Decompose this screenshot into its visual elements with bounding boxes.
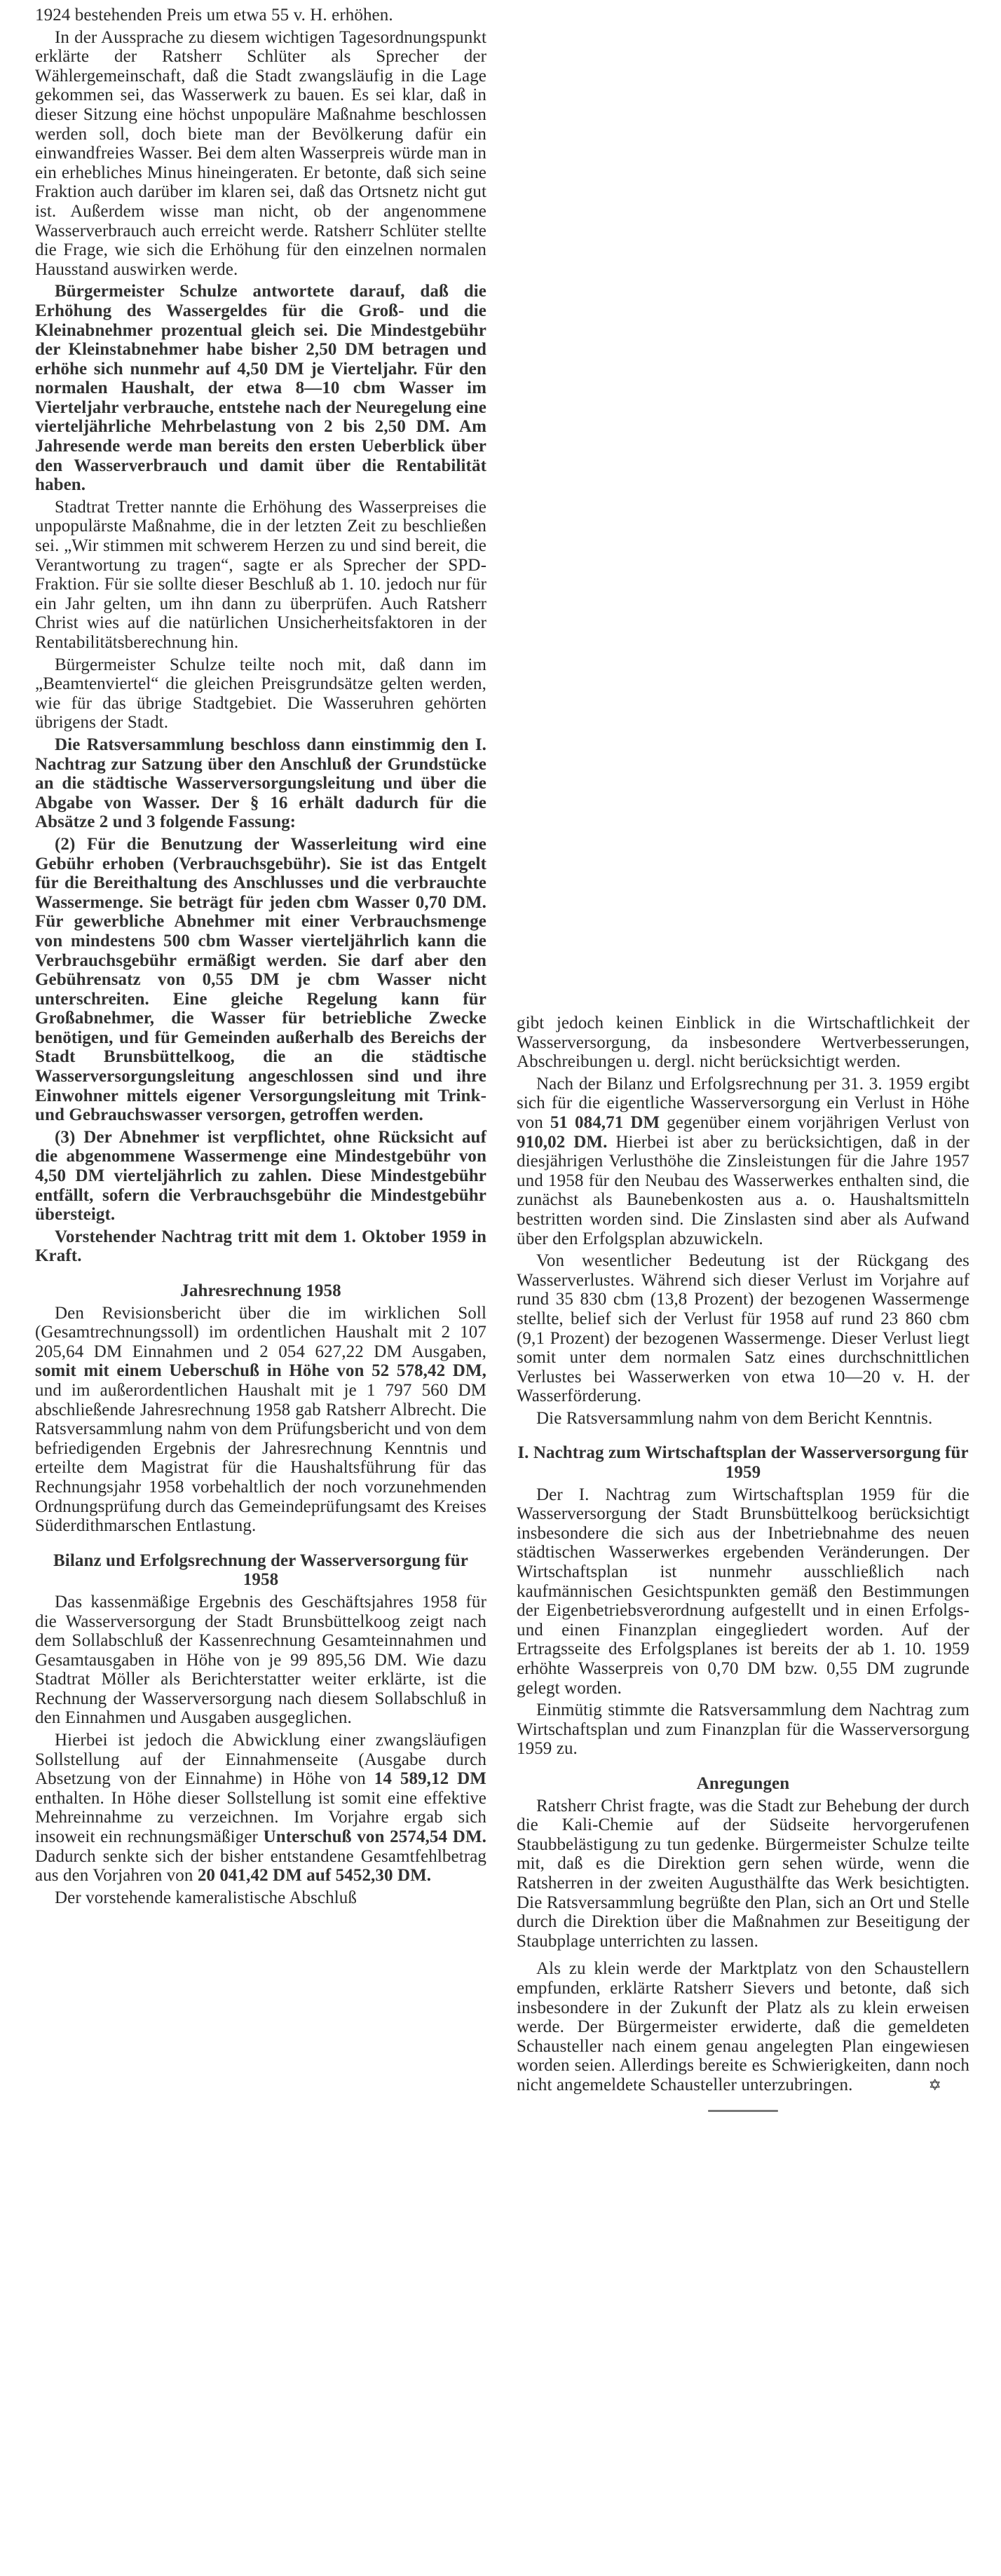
paragraph-marktplatz [517, 1959, 969, 2094]
paragraph-schlueter: In der Aussprache zu diesem wichtigen Tagesordnungspunkt erklärte der Ratsherr Schlüter als Sprecher der Wählergemeinschaft, daß die Stadt zwangsläufig in die Lage gekommen sei, das Wasserwerk zu bauen. Es sei klar, daß in dieser Sitzung eine höchst unpopuläre Maßnahme beschlossen werden soll, doch biete man der Bevölkerung dafür ein einwandfreies Wasser. Bei dem alten Wasserpreis würde man in ein erhebliches Minus hineingeraten. Er betonte, daß sich seine Fraktion auch darüber im klaren sei, daß das Ortsnetz nicht gut ist. Außerdem wisse man nicht, ob der angenommene Wasserverbrauch auch erreicht werde. Ratsherr Schlüter stellte die Frage, wie sich die Erhöhung für den einzelnen normalen Hausstand auswirken werde. [35, 27, 486, 279]
paragraph-sollstellung [35, 1731, 486, 1886]
paragraph-einblick: gibt jedoch keinen Einblick in die Wirtschaftlichkeit der Wasserversorgung, da insbesondere Wertverbesserungen, Abschreibungen u. dergl. nicht berücksichtigt werden. [517, 1014, 969, 1072]
paragraph-clause-2: (2) Für die Benutzung der Wasserleitung wird eine Gebühr erhoben (Verbrauchsgebühr). Sie ist das Entgelt für die Bereithaltung des Anschlusses und die verbrauchte Wassermenge. Sie beträgt für jeden cbm Wasser 0,70 DM. Für gewerbliche Abnehmer mit einer Verbrauchsmenge von mindestens 500 cbm Wasser vierteljährlich kann die Verbrauchsgebühr ermäßigt werden. Sie darf aber den Gebührensatz von 0,55 DM je cbm Wasser nicht unterschreiten. Eine gleiche Regelung kann für Großabnehmer, die Wasser für betriebliche Zwecke benötigen, und für Gemeinden außerhalb des Bereichs der Stadt Brunsbüttelkoog, die an die städtische Wasserversorgungsleitung angeschlossen sind und ihre Einwohner mittels eigener Versorgungsleitung mit Trink- und Gebrauchswasser versorgen, getroffen werden. [35, 834, 486, 1125]
paragraph-staubbelaestigung: Ratsherr Christ fragte, was die Stadt zur Behebung der durch die Kali-Chemie auf der Südseite hervorgerufenen Staubbelästigung zu tun gedenke. Bürgermeister Schulze teilte mit, daß es die Direktion gern sehen würde, wenn die Ratsherren in der zweiten Augusthälfte das Werk besichtigten. Die Ratsversammlung begrüßte den Plan, sich an Ort und Stelle durch die Direktion über die Maßnahmen zur Beseitigung der Staubplage unterrichten zu lassen. [517, 1796, 969, 1951]
paragraph-continuation: 1924 bestehenden Preis um etwa 55 v. H. erhöhen. [35, 6, 393, 25]
right-column [517, 1014, 969, 2112]
heading-nachtrag-wirtschaftsplan: I. Nachtrag zum Wirtschaftsplan der Wasserversorgung für 1959 [517, 1443, 969, 1483]
paragraph-einmuetig: Einmütig stimmte die Ratsversammlung dem Nachtrag zum Wirtschaftsplan und zum Finanzplan für die Wasserversorgung 1959 zu. [517, 1701, 969, 1759]
text-run: Nach der Bilanz und Erfolgsrechnung per 31. 3. 1959 ergibt sich für die eigentliche Wasserversorgung ein Verlust in Höhe von [517, 1074, 969, 1132]
text-run-bold: 910,02 DM. [517, 1132, 608, 1152]
text-run: und im außerordentlichen Haushalt mit je 1 797 560 DM abschließende Jahresrechnung 1958 gab Ratsherr Albrecht. Die Ratsversammlung nahm von dem Prüfungsbericht und von dem befriedigenden Ergebnis der Jahresrechnung Kenntnis und erteilte dem Magistrat für die Haushaltsführung für das Rechnungsjahr 1958 vorbehaltlich der noch vorzunehmenden Ordnungsprüfung durch das Gemeindeprüfungsamt des Kreises Süderdithmarschen Entlastung. [35, 1380, 486, 1536]
text-run: gegenüber einem vorjährigen Verlust von [667, 1112, 969, 1132]
paragraph-kameralistisch: Der vorstehende kameralistische Abschluß [55, 1888, 357, 1907]
paragraph-kenntnis: Die Ratsversammlung nahm von dem Bericht Kenntnis. [536, 1408, 933, 1428]
heading-anregungen: Anregungen [696, 1773, 790, 1793]
paragraph-tretter: Stadtrat Tretter nannte die Erhöhung des Wasserpreises die unpopulärste Maßnahme, die in der letzten Zeit zu beschließen sei. „Wir stimmen mit schwerem Herzen zu und sind bereit, die Verantwortung zu tragen“, sagte er als Sprecher der SPD-Fraktion. Für sie sollte dieser Beschluß ab 1. 10. jedoch nur für ein Jahr gelten, um ihn dann zu überprüfen. Auch Ratsherr Christ wies auf die natürlichen Unsicherheitsfaktoren in der Rentabilitätsberechnung hin. [35, 497, 486, 652]
text-run: enthalten. In Höhe dieser Sollstellung ist somit eine effektive Mehreinnahme zu verzeichnen. Im Vorjahre ergab sich insoweit ein rechnungsmäßiger [35, 1788, 486, 1847]
paragraph-beamtenviertel: Bürgermeister Schulze teilte noch mit, daß dann im „Beamtenviertel“ die gleichen Preisgrundsätze gelten werden, wie für das übrige Stadtgebiet. Die Wasseruhren gehörten übrigens der Stadt. [35, 655, 486, 732]
paragraph-nachtrag: Der I. Nachtrag zum Wirtschaftsplan 1959 für die Wasserversorgung der Stadt Brunsbüttelkoog berücksichtigt insbesondere die sich aus der Inbetriebnahme des neuen städtischen Wasserwerkes ergebenden Veränderungen. Der Wirtschaftsplan ist nunmehr ausschließlich nach kaufmännischen Gesichtspunkten gemäß den Bestimmungen der Eigenbetriebsverordnung aufgestellt und in einen Erfolgs- und einen Finanzplan eingegliedert worden. Auf der Ertragsseite des Erfolgsplanes ist bereits der ab 1. 10. 1959 erhöhte Wasserpreis von 0,70 DM bzw. 0,55 DM zugrunde gelegt worden. [517, 1485, 969, 1698]
paragraph-effective-date: Vorstehender Nachtrag tritt mit dem 1. Oktober 1959 in Kraft. [35, 1227, 486, 1266]
paragraph-resolution: Die Ratsversammlung beschloss dann einstimmig den I. Nachtrag zur Satzung über den Anschluß der Grundstücke an die städtische Wasserversorgungsleitung und über die Abgabe von Wasser. Der § 16 erhält dadurch für die Absätze 2 und 3 folgende Fassung: [35, 735, 486, 832]
text-run: Den Revisionsbericht über die im wirklichen Soll (Gesamtrechnungssoll) im ordentlichen Haushalt mit 2 107 205,64 DM Einnahmen und 2 054 627,22 DM Ausgaben, [35, 1303, 486, 1361]
heading-jahresrechnung: Jahresrechnung 1958 [180, 1281, 341, 1300]
text-run: Dadurch senkte sich der bisher entstandene Gesamtfehlbetrag aus den Vorjahren von [35, 1846, 486, 1886]
paragraph-clause-3: (3) Der Abnehmer ist verpflichtet, ohne Rücksicht auf die abgenommene Wassermenge eine Mindestgebühr von 4,50 DM vierteljährlich zu zahlen. Diese Mindestgebühr entfällt, sofern die Verbrauchsgebühr die Mindestgebühr übersteigt. [35, 1127, 486, 1225]
paragraph-verlust [517, 1075, 969, 1248]
text-run: Als zu klein werde der Marktplatz von den Schaustellern empfunden, erklärte Ratsherr Sievers und betonte, daß sich insbesondere in der Zukunft der Platz als zu klein erweisen werde. Der Bürgermeister erwiderte, daß die gemeldeten Schausteller nach einem genau angelegten Plan eingewiesen worden seien. Allerdings bereite es Schwierigkeiten, dann noch nicht angemeldete Schausteller unterzubringen. [517, 1959, 969, 2094]
end-rule-divider [708, 2110, 778, 2112]
text-run-bold: 14 589,12 DM [374, 1769, 486, 1789]
text-run: Hierbei ist aber zu berücksichtigen, daß in der diesjährigen Verlusthöhe die Zinsleistungen für die Jahre 1957 und 1958 für den Neubau des Wasserwerkes enthalten sind, die zunächst als Baunebenkosten aus a. o. Haushaltsmitteln bestritten worden sind. Die Zinslasten sind aber als Aufwand über den Erfolgsplan abzuwickeln. [517, 1132, 969, 1248]
heading-bilanz: Bilanz und Erfolgsrechnung der Wasserversorgung für 1958 [53, 1551, 468, 1590]
left-column [35, 6, 486, 1910]
star-outline-icon: ✡ [928, 2076, 941, 2094]
paragraph-wasserverlust: Von wesentlicher Bedeutung ist der Rückgang des Wasserverlustes. Während sich dieser Verlust im Vorjahre auf rund 35 830 cbm (13,8 Prozent) der bezogenen Wassermenge stellte, belief sich der Verlust für 1958 auf rund 23 860 cbm (9,1 Prozent) der bezogenen Wassermenge. Dieser Verlust liegt somit unter dem normalen Satz eines durchschnittlichen Verlustes bei Wasserwerken von etwa 10—20 v. H. der Wasserförderung. [517, 1251, 969, 1406]
paragraph-revisionsbericht [35, 1304, 486, 1536]
paragraph-kassenergebnis: Das kassenmäßige Ergebnis des Geschäftsjahres 1958 für die Wasserversorgung der Stadt Brunsbüttelkoog zeigt nach dem Sollabschluß der Kassenrechnung Gesamteinnahmen und Gesamtausgaben in Höhe von je 99 895,56 DM. Wie dazu Stadtrat Möller als Berichterstatter weiter erklärte, ist die Rechnung der Wasserversorgung nach diesem Sollabschluß in den Einnahmen und Ausgaben ausgeglichen. [35, 1592, 486, 1728]
text-run-bold: somit mit einem Ueberschuß in Höhe von 52 578,42 DM, [35, 1361, 486, 1381]
text-run-bold: Unterschuß von 2574,54 DM. [263, 1827, 486, 1847]
text-run-bold: 20 041,42 DM auf 5452,30 DM. [197, 1866, 432, 1886]
text-run-bold: 51 084,71 DM [550, 1112, 660, 1132]
paragraph-schulze-answer: Bürgermeister Schulze antwortete darauf, daß die Erhöhung des Wassergeldes für die Groß- und die Kleinabnehmer prozentual gleich sei. Die Mindestgebühr der Kleinstabnehmer habe bisher 2,50 DM betragen und erhöhe sich nunmehr auf 4,50 DM je Vierteljahr. Für den normalen Haushalt, der etwa 8—10 cbm Wasser im Vierteljahr verbrauche, entstehe nach der Neuregelung eine vierteljährliche Mehrbelastung von 2 bis 2,50 DM. Am Jahresende werde man bereits den ersten Ueberblick über den Wasserverbrauch und damit über die Rentabilität haben. [35, 282, 486, 495]
text-run: Hierbei ist jedoch die Abwicklung einer zwangsläufigen Sollstellung auf der Einnahmenseite (Ausgabe durch Absetzung von der Einnahme) in Höhe von [35, 1731, 486, 1789]
